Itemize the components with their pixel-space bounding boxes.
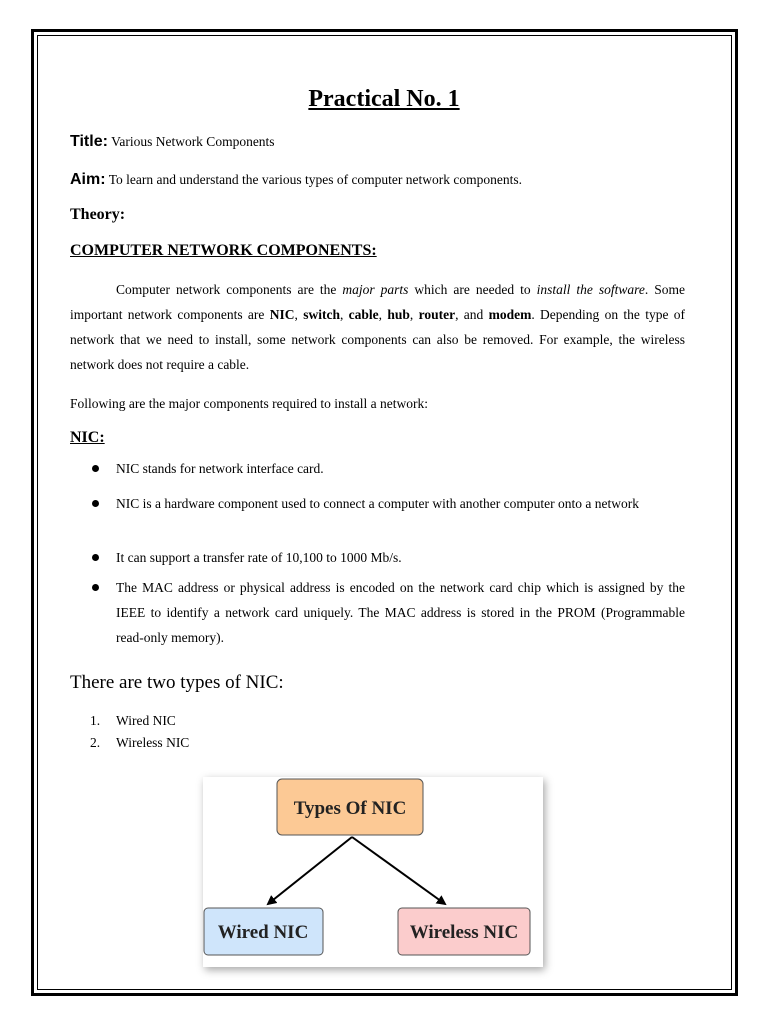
para-sep: , and (455, 307, 489, 322)
keyword-modem: modem (488, 307, 532, 322)
type-item (70, 732, 189, 754)
para-italic-install-software: install the software (536, 282, 645, 297)
bullet-item (70, 575, 685, 650)
section-heading: COMPUTER NETWORK COMPONENTS: (70, 242, 377, 259)
nic-bullet-list (70, 575, 685, 650)
type-label: Wireless NIC (116, 735, 190, 750)
para-text: which are needed to (408, 282, 537, 297)
arrow-to-wired (268, 837, 352, 904)
bullet-item (70, 456, 685, 481)
bullet-text: It can support a transfer rate of 10,100 to 1000 Mb/s. (116, 550, 402, 565)
bullet-text: NIC is a hardware component used to connect a computer with another computer onto a network (116, 496, 639, 511)
bullet-icon (92, 500, 99, 507)
bullet-icon (92, 465, 99, 472)
aim-label: Aim: (70, 171, 106, 188)
aim-line (70, 171, 690, 189)
para-italic-major-parts: major parts (342, 282, 409, 297)
title-line (70, 133, 690, 151)
aim-value: To learn and understand the various types of computer network components. (108, 172, 523, 187)
para-sep: , (339, 307, 349, 322)
arrow-to-wireless (352, 837, 445, 904)
nic-bullet-list (70, 456, 685, 481)
keyword-nic: NIC (269, 307, 295, 322)
bullet-text: NIC stands for network interface card. (116, 461, 324, 476)
bullet-icon (92, 584, 99, 591)
bullet-icon (92, 554, 99, 561)
keyword-switch: switch (303, 307, 340, 322)
bullet-text: The MAC address or physical address is encoded on the network card chip which is assigned by the IEEE to identify a network card uniquely. The MAC address is stored in the PROM (Programmable read-only memory). (116, 580, 685, 645)
title-label: Title: (70, 133, 108, 150)
para-sep: , (378, 307, 388, 322)
keyword-hub: hub (387, 307, 410, 322)
root-node-label: Types Of NIC (293, 798, 407, 819)
para-text: . Some important network components are (70, 282, 685, 322)
nic-types-diagram (203, 777, 543, 967)
type-number: 1. (90, 713, 101, 728)
intro-line: Following are the major components required to install a network: (70, 396, 429, 411)
nic-heading: NIC: (70, 429, 105, 446)
types-line: There are two types of NIC: (70, 672, 284, 693)
type-item (70, 710, 189, 732)
keyword-cable: cable (348, 307, 379, 322)
type-label: Wired NIC (116, 713, 176, 728)
wired-node-label: Wired NIC (217, 922, 309, 943)
keyword-router: router (418, 307, 456, 322)
theory-heading: Theory: (70, 206, 126, 223)
para-text: . Depending on the type of network that we need to install, some network components can also be removed. For example, the wireless network does not require a cable. (70, 307, 686, 372)
para-text: Computer network components are the (116, 282, 343, 297)
theory-paragraph (70, 277, 685, 377)
page-title: Practical No. 1 (308, 86, 460, 112)
para-sep: , (294, 307, 304, 322)
diagram-svg (203, 777, 543, 967)
nic-bullet-list (70, 491, 685, 516)
bullet-item (70, 491, 685, 516)
bullet-item (70, 545, 685, 570)
para-sep: , (409, 307, 419, 322)
title-value: Various Network Components (111, 134, 275, 149)
wireless-node-label: Wireless NIC (409, 922, 519, 943)
type-number: 2. (90, 735, 101, 750)
nic-bullet-list (70, 545, 685, 570)
types-numbered-list (70, 710, 189, 754)
